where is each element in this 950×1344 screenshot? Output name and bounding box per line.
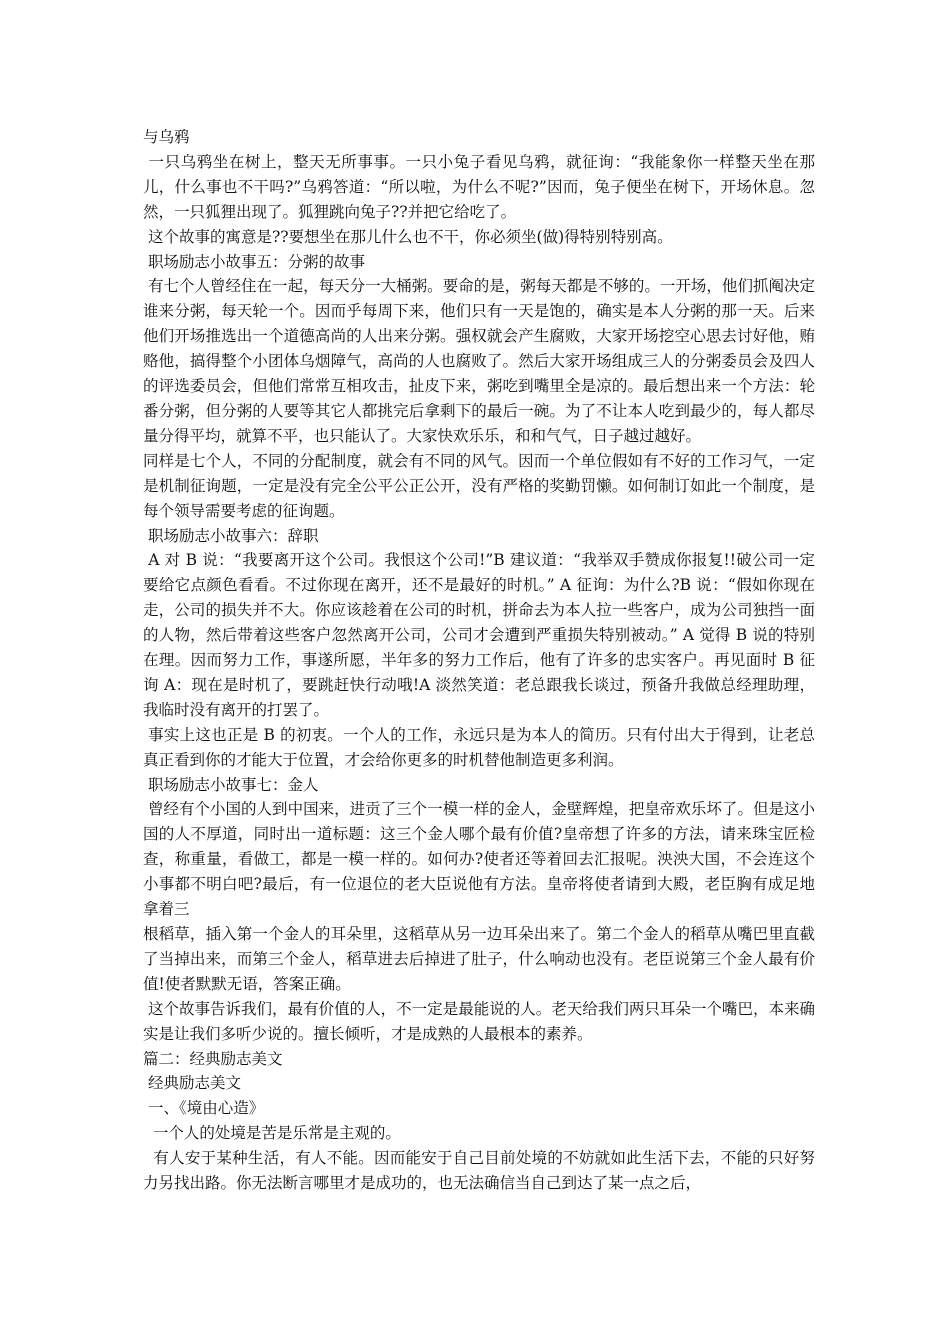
section-heading: 一、《境由心造》: [143, 1099, 265, 1118]
paragraph-heading-fragment: 与乌鸦: [143, 128, 190, 146]
chapter-heading: 篇二：经典励志美文: [143, 1049, 283, 1068]
chapter-subtitle: 经典励志美文: [143, 1074, 241, 1093]
document-body: [143, 125, 815, 1196]
paragraph: 一个人的处境是苦是乐常是主观的。: [143, 1124, 401, 1143]
paragraph: 曾经有个小国的人到中国来，进贡了三个一模一样的金人，金壁辉煌，把皇帝欢乐坏了。但是这小国的人不厚道，同时出一道标题：这三个金人哪个最有价值?皇帝想了许多的方法，请来珠宝匠检查，称重量，看做工，都是一模一样的。如何办?使者还等着回去汇报呢。泱泱大国，不会连这个小事都不明白吧?最后，有一位退位的老大臣说他有方法。皇帝将使者请到大殿，老臣胸有成足地拿着三: [143, 800, 815, 919]
section-heading: 职场励志小故事六：辞职: [143, 526, 319, 545]
paragraph: 有七个人曾经住在一起，每天分一大桶粥。要命的是，粥每天都是不够的。一开场，他们抓阄决定谁来分粥，每天轮一个。因而乎每周下来，他们只有一天是饱的，确实是本人分粥的那一天。后来他们开场推选出一个道德高尚的人出来分粥。强权就会产生腐败，大家开场挖空心思去讨好他，贿赂他，搞得整个小团体乌烟障气，高尚的人也腐败了。然后大家开场组成三人的分粥委员会及四人的评选委员会，但他们常常互相攻击，扯皮下来，粥吃到嘴里全是凉的。最后想出来一个方法：轮番分粥，但分粥的人要等其它人都挑完后拿剩下的最后一碗。为了不让本人吃到最少的，每人都尽量分得平均，就算不平，也只能认了。大家快欢乐乐，和和气气，日子越过越好。: [143, 277, 815, 445]
paragraph: 有人安于某种生活，有人不能。因而能安于自己目前处境的不妨就如此生活下去，不能的只好努力另找出路。你无法断言哪里才是成功的，也无法确信当自己到达了某一点之后，: [143, 1149, 815, 1193]
paragraph: 这个故事的寓意是??要想坐在那儿什么也不干，你必须坐(做)得特别特别高。: [143, 227, 673, 246]
paragraph: 根稻草，插入第一个金人的耳朵里，这稻草从另一边耳朵出来了。第二个金人的稻草从嘴巴里直截了当掉出来，而第三个金人，稻草进去后掉进了肚子，什么响动也没有。老臣说第三个金人最有价值!使者默默无语，答案正确。: [143, 925, 815, 993]
paragraph: 一只乌鸦坐在树上，整天无所事事。一只小兔子看见乌鸦，就征询：“我能象你一样整天坐在那儿，什么事也不干吗?”乌鸦答道：“所以啦，为什么不呢?”因而，兔子便坐在树下，开场休息。忽然，一只狐狸出现了。狐狸跳向兔子??并把它给吃了。: [143, 152, 815, 221]
paragraph: 同样是七个人，不同的分配制度，就会有不同的风气。因而一个单位假如有不好的工作习气，一定是机制征询题，一定是没有完全公平公正公开，没有严格的奖勤罚懒。如何制订如此一个制度，是每个领导需要考虑的征询题。: [143, 451, 815, 520]
section-heading: 职场励志小故事五：分粥的故事: [143, 252, 365, 271]
paragraph: A 对 B 说：“我要离开这个公司。我恨这个公司!”B 建议道：“我举双手赞成你报复!!破公司一定要给它点颜色看看。不过你现在离开，还不是最好的时机。” A 征询：为什么?B 说：“假如你现在走，公司的损失并不大。你应该趁着在公司的时机，拼命去为本人拉一些客户，成为公司独挡一面的人物，然后带着这些客户忽然离开公司，公司才会遭到严重损失特别被动。” A 觉得 B 说的特别在理。因而努力工作，事遂所愿，半年多的努力工作后，他有了许多的忠实客户。再见面时 B 征询 A：现在是时机了，要跳赶快行动哦!A 淡然笑道：老总跟我长谈过，预备升我做总经理助理，我临时没有离开的打罢了。: [143, 551, 815, 719]
paragraph: 这个故事告诉我们，最有价值的人，不一定是最能说的人。老天给我们两只耳朵一个嘴巴，本来确实是让我们多听少说的。擅长倾听，才是成熟的人最根本的素养。: [143, 999, 815, 1043]
section-heading: 职场励志小故事七：金人: [143, 775, 319, 794]
paragraph: 事实上这也正是 B 的初衷。一个人的工作，永远只是为本人的简历。只有付出大于得到，让老总真正看到你的才能大于位置，才会给你更多的时机替他制造更多利润。: [143, 725, 815, 769]
